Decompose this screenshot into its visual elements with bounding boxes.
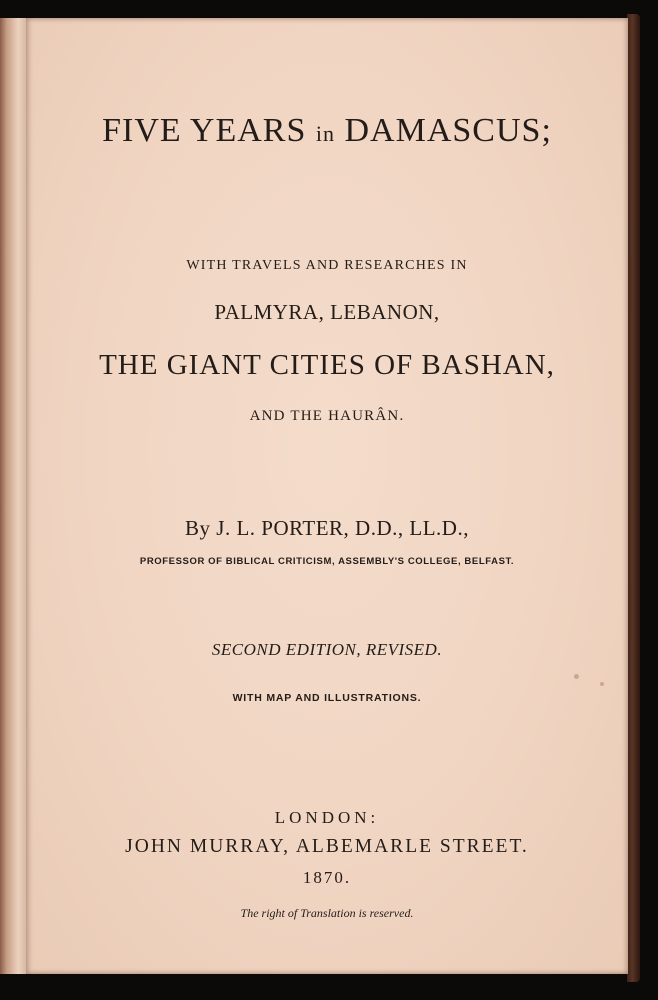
- book-spine: [627, 14, 640, 982]
- edition-note: SECOND EDITION, REVISED.: [211, 640, 443, 659]
- imprint-city: LONDON:: [274, 808, 380, 827]
- subtitle-line-2: PALMYRA, LEBANON,: [214, 300, 440, 324]
- author-by: By: [185, 516, 211, 540]
- title-page: [26, 18, 628, 974]
- author-line: [26, 516, 628, 541]
- title-part-3: DAMASCUS;: [344, 112, 552, 149]
- imprint-year: 1870.: [302, 868, 352, 887]
- author-name: J. L. PORTER, D.D., LL.D.,: [216, 516, 469, 540]
- author-role: PROFESSOR OF BIBLICAL CRITICISM, ASSEMBLY'S COLLEGE, BELFAST.: [139, 556, 515, 567]
- left-page-edge: [0, 18, 27, 974]
- title-part-2: in: [315, 121, 335, 146]
- subtitle-line-3: THE GIANT CITIES OF BASHAN,: [99, 349, 555, 381]
- subtitle-line-1: WITH TRAVELS AND RESEARCHES IN: [186, 258, 468, 273]
- rights-notice: The right of Translation is reserved.: [240, 906, 414, 920]
- subtitle-line-4: AND THE HAURÂN.: [249, 408, 405, 424]
- paper-foxing-spot: [574, 674, 579, 679]
- imprint-publisher: JOHN MURRAY, ALBEMARLE STREET.: [125, 836, 529, 857]
- paper-foxing-spot: [600, 682, 604, 686]
- title-part-1: FIVE YEARS: [102, 112, 307, 149]
- illustrations-note: WITH MAP AND ILLUSTRATIONS.: [232, 692, 422, 704]
- book-title: [26, 112, 628, 150]
